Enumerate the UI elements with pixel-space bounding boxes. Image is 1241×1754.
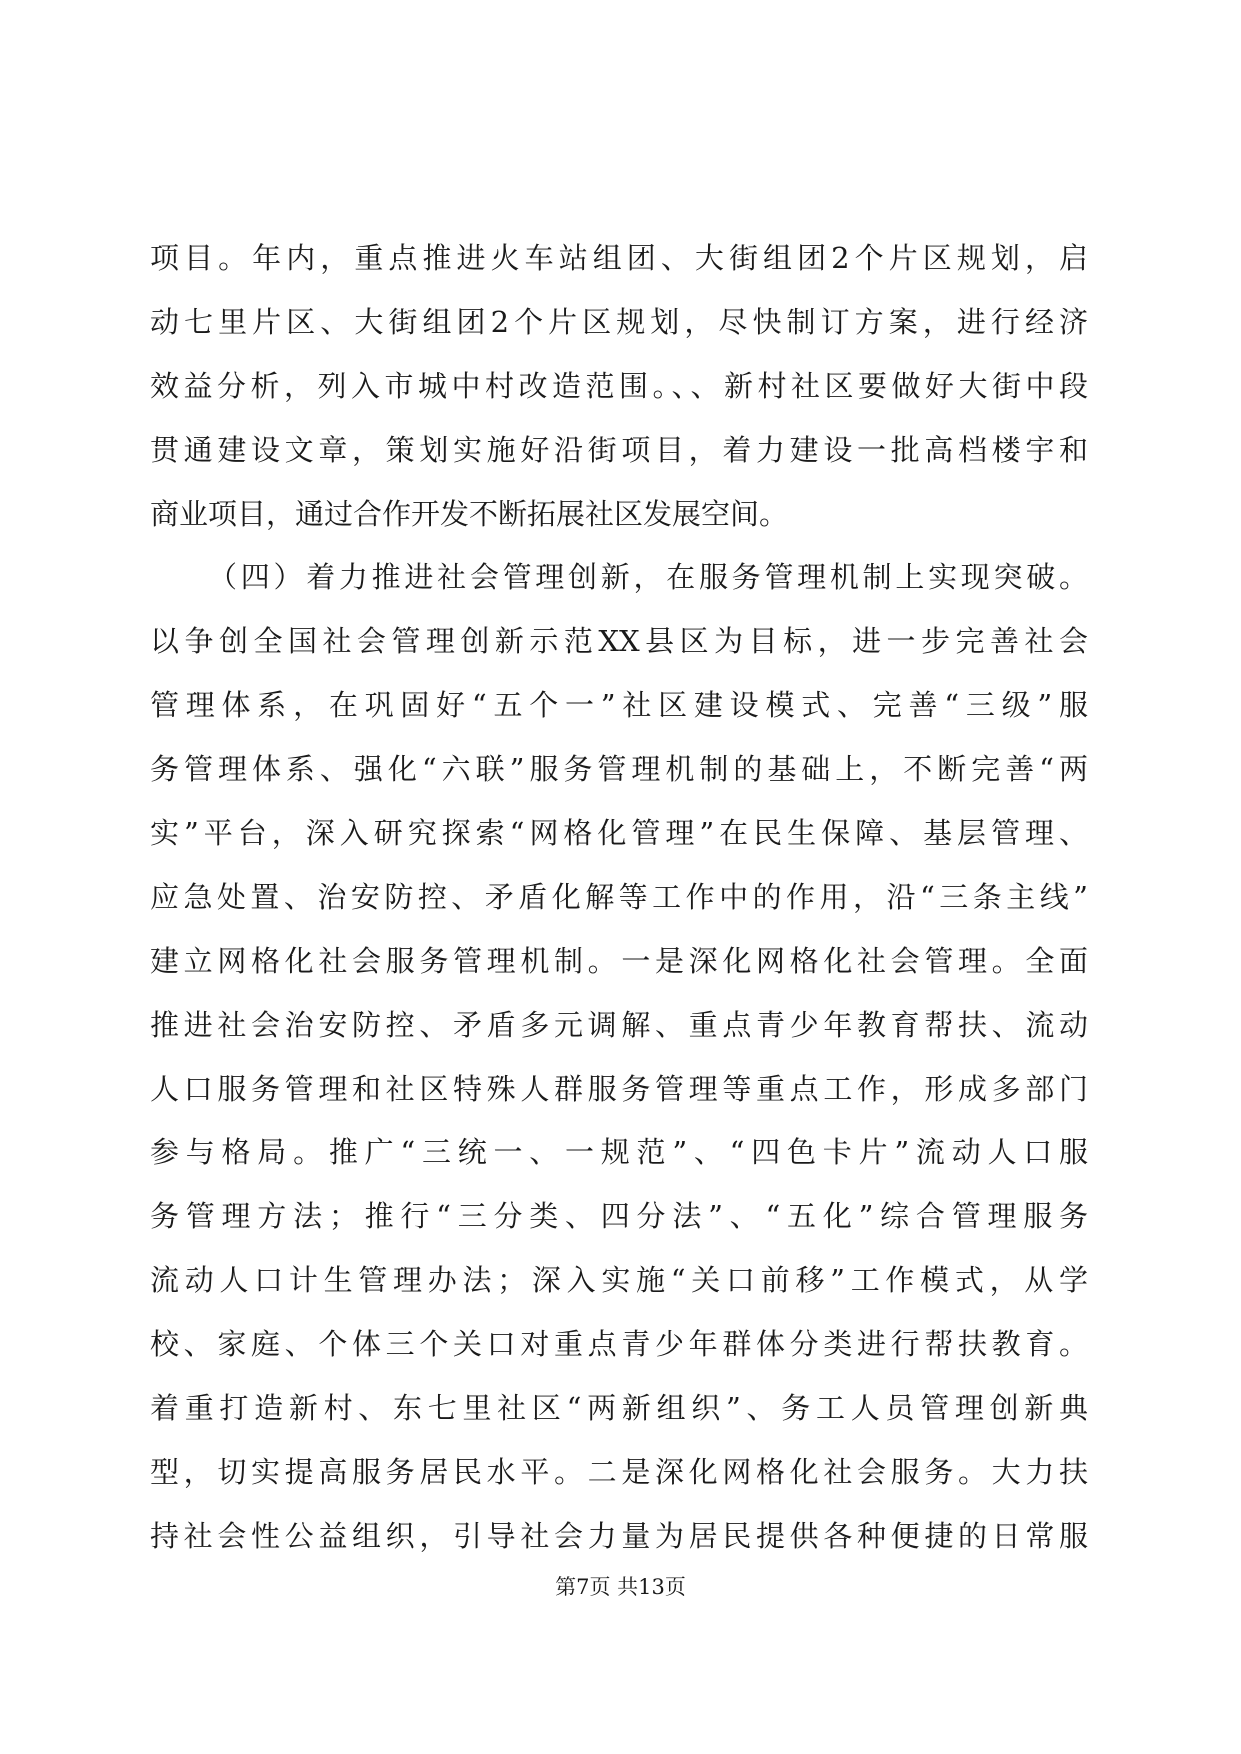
text-line: 项目。年内，重点推进火车站组团、大街组团2个片区规划，启: [150, 241, 1088, 275]
text-line: 型，切实提高服务居民水平。二是深化网格化社会服务。大力扶: [150, 1454, 1088, 1489]
text-line: 以争创全国社会管理创新示范XX县区为目标，进一步完善社会: [150, 624, 1088, 659]
text-line: 流动人口计生管理办法；深入实施“关口前移”工作模式，从学: [150, 1263, 1088, 1298]
section-heading-line: （四）着力推进社会管理创新，在服务管理机制上实现突破。: [208, 560, 1088, 595]
text-line: 持社会性公益组织，引导社会力量为居民提供各种便捷的日常服: [150, 1518, 1088, 1553]
text-line: 人口服务管理和社区特殊人群服务管理等重点工作，形成多部门: [150, 1071, 1088, 1106]
paragraph-2: [150, 546, 1088, 1568]
text-line: 动七里片区、大街组团2个片区规划，尽快制订方案，进行经济: [150, 304, 1088, 339]
text-line: 务管理方法；推行“三分类、四分法”、“五化”综合管理服务: [150, 1199, 1088, 1234]
text-line: 着重打造新村、东七里社区“两新组织”、务工人员管理创新典: [150, 1391, 1088, 1426]
page-number-footer: 第7页 共13页: [555, 1575, 686, 1599]
body-text: [150, 227, 1088, 1569]
text-line: 校、家庭、个体三个关口对重点青少年群体分类进行帮扶教育。: [150, 1327, 1088, 1362]
text-line: 建立网格化社会服务管理机制。一是深化网格化社会管理。全面: [150, 943, 1088, 978]
text-line: 推进社会治安防控、矛盾多元调解、重点青少年教育帮扶、流动: [150, 1007, 1088, 1042]
text-line: 效益分析，列入市城中村改造范围。、、新村社区要做好大街中段: [150, 368, 1088, 403]
text-line: 商业项目，通过合作开发不断拓展社区发展空间。: [150, 496, 789, 531]
paragraph-1: [150, 227, 1088, 546]
text-line: 参与格局。推广“三统一、一规范”、“四色卡片”流动人口服: [150, 1135, 1088, 1170]
text-line: 务管理体系、强化“六联”服务管理机制的基础上，不断完善“两: [150, 752, 1088, 787]
text-line: 贯通建设文章，策划实施好沿街项目，着力建设一批高档楼宇和: [150, 432, 1088, 467]
text-line: 应急处置、治安防控、矛盾化解等工作中的作用，沿“三条主线”: [150, 879, 1088, 914]
text-line: 管理体系，在巩固好“五个一”社区建设模式、完善“三级”服: [150, 688, 1088, 723]
text-line: 实”平台，深入研究探索“网格化管理”在民生保障、基层管理、: [150, 816, 1088, 851]
